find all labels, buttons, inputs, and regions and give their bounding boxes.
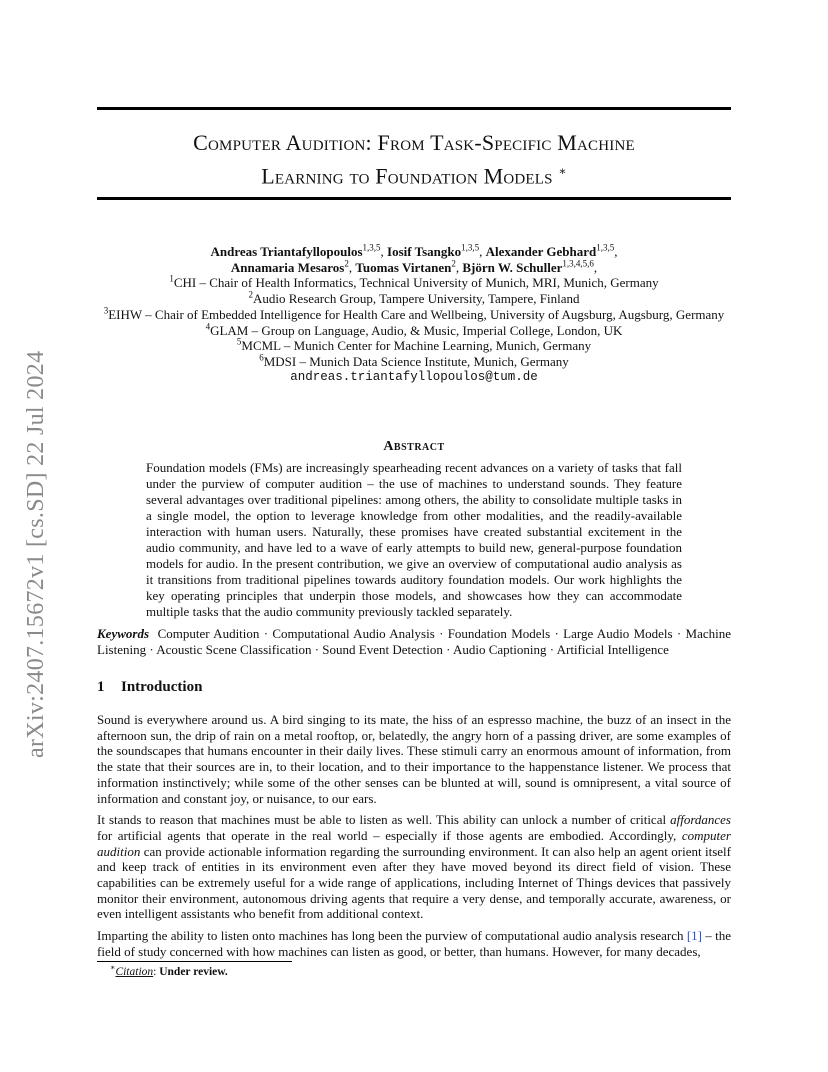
text-run: Imparting the ability to listen onto machines has long been the purview of computational audio analysis research [97, 928, 687, 944]
affiliation-text: MDSI – Munich Data Science Institute, Munich, Germany [263, 353, 569, 369]
author-name: Andreas Triantafyllopoulos [210, 244, 363, 259]
author-affil: 2 [344, 258, 349, 269]
affiliation-num: 1 [169, 274, 174, 285]
affiliation-num: 6 [259, 352, 264, 363]
keywords-label: Keywords [97, 626, 149, 641]
section-number: 1 [97, 679, 105, 695]
affiliation-text: GLAM – Group on Language, Audio, & Music, Imperial College, London, UK [210, 322, 623, 338]
footnote-label[interactable]: Citation [115, 965, 154, 978]
affiliation [97, 323, 731, 339]
affiliation [97, 307, 731, 323]
contact-email[interactable]: andreas.triantafyllopoulos@tum.de [290, 369, 538, 384]
paper-title [97, 128, 731, 190]
paragraph [97, 812, 731, 922]
emphasis: computer audition [97, 827, 731, 859]
affiliation [97, 354, 731, 370]
author-block [97, 244, 731, 385]
affiliation-text: CHI – Chair of Health Informatics, Technical University of Munich, MRI, Munich, Germany [173, 275, 659, 291]
affiliation-num: 4 [205, 321, 211, 332]
affiliation-num: 2 [248, 289, 254, 300]
section-title: Introduction [121, 679, 203, 695]
author-affil: 1,3,5 [461, 242, 480, 253]
title-bottom-rule [97, 197, 731, 200]
body-text [97, 712, 731, 966]
section-heading [97, 679, 202, 696]
author-name: Iosif Tsangko [387, 244, 462, 259]
text-run: – the field of study concerned with how machines can listen as good, or better, than humans. However, for many decades, [97, 928, 731, 959]
affiliation [97, 338, 731, 354]
title-footnote-mark: ∗ [558, 164, 567, 178]
author-name: Annamaria Mesaros [230, 259, 345, 275]
author-name: Björn W. Schuller [462, 259, 563, 275]
affiliation [97, 291, 731, 307]
affiliation-num: 3 [103, 305, 109, 316]
affiliation [97, 275, 731, 291]
footnote-mark: ∗ [110, 963, 116, 972]
footnote-rule [97, 961, 292, 962]
affiliation-text: MCML – Munich Center for Machine Learning, Munich, Germany [241, 338, 592, 354]
author-name: Tuomas Virtanen [355, 259, 452, 275]
author-affil: 1,3,5 [596, 242, 615, 253]
citation-link[interactable]: [1] [686, 928, 702, 944]
author-name: Alexander Gebhard [485, 244, 597, 259]
author-affil: 2 [451, 258, 456, 269]
paragraph [97, 928, 731, 959]
author-affil: 1,3,4,5,6 [562, 258, 594, 269]
text-run: It stands to reason that machines must be able to listen as well. This ability can unlock a number of critical [97, 812, 671, 828]
affiliation-text: EIHW – Chair of Embedded Intelligence for Health Care and Wellbeing, University of Augsburg, Augsburg, Germany [108, 306, 725, 322]
paragraph: Sound is everywhere around us. A bird singing to its mate, the hiss of an espresso machine, the buzz of an insect in the afternoon sun, the drip of rain on a metal rooftop, or, belatedly, the angry horn of a passing driver, are some examples of the soundscapes that humans encounter in their daily lives. These stimuli carry an enormous amount of information, from the state that their sources are in, to their location, and to their importance to the happenstance listener. We process that information instinctively; while some of the other senses can be blunted at will, sound is omnipresent, a vital source of information and constant joy, or nuisance, to our ears. [97, 712, 731, 806]
emphasis: affordances [670, 812, 731, 828]
affiliation-text: Audio Research Group, Tampere University, Tampere, Finland [253, 291, 580, 307]
keywords-list: Computer Audition · Computational Audio Analysis · Foundation Models · Large Audio Models · Machine Listening · Acoustic Scene Classification · Sound Event Detection · Audio Captioning · Artificial Intelligence [97, 626, 732, 657]
abstract-text: Foundation models (FMs) are increasingly spearheading recent advances on a variety of tasks that fall under the purview of computer audition – the use of machines to understand sounds. They feature several advantages over traditional pipelines: among others, the ability to consolidate multiple tasks in a single model, the option to leverage knowledge from other modalities, and the readily-available interaction with human users. Naturally, these promises have created substantial excitement in the audio community, and have led to a wave of early attempts to build new, general-purpose foundation models for audio. In the present contribution, we give an overview of computational audio analysis as it transitions from traditional pipelines towards auditory foundation models. Our work highlights the key operating principles that underpin those models, and showcases how they can accommodate multiple tasks that the audio community previously tackled separately. [146, 460, 682, 619]
title-top-rule [97, 107, 731, 110]
author-affil: 1,3,5 [362, 242, 381, 253]
affiliation-num: 5 [236, 336, 242, 347]
author-line-1: Andreas Triantafyllopoulos$^{1,3,5}$, Iosif Tsangko$^{1,3,5}$, Alexander Gebhard$^{1,3,5}$, [210, 242, 618, 259]
title-line-1: Computer Audition: From Task-Specific Machine [193, 130, 635, 155]
text-run: for artificial agents that operate in the real world – especially if those agents are embodied. Accordingly, [97, 827, 682, 843]
footnote: ∗Citation: Under review. [110, 963, 228, 978]
keywords [97, 626, 731, 658]
author-line-2: Annamaria Mesaros$^2$, Tuomas Virtanen$^2$, Björn W. Schuller$^{1,3,4,5,6}$, [230, 258, 598, 275]
title-line-2: Learning to Foundation Models [261, 163, 553, 189]
abstract-heading: Abstract [383, 439, 445, 454]
footnote-text: Under review. [159, 965, 228, 978]
text-run: can provide actionable information regarding the surrounding environment. It can also help an agent orient itself and keep track of entities in its environment even after they have moved beyond its direct field of vision. These capabilities can be extremely useful for a wide range of applications, including Internet of Things devices that passively monitor their environment, autonomous driving agents that require a very dense, and temporally accurate, awareness, or even intelligent assistants who benefit from additional context. [97, 843, 731, 922]
arxiv-identifier: arXiv:2407.15672v1 [cs.SD] 22 Jul 2024 [23, 350, 49, 758]
